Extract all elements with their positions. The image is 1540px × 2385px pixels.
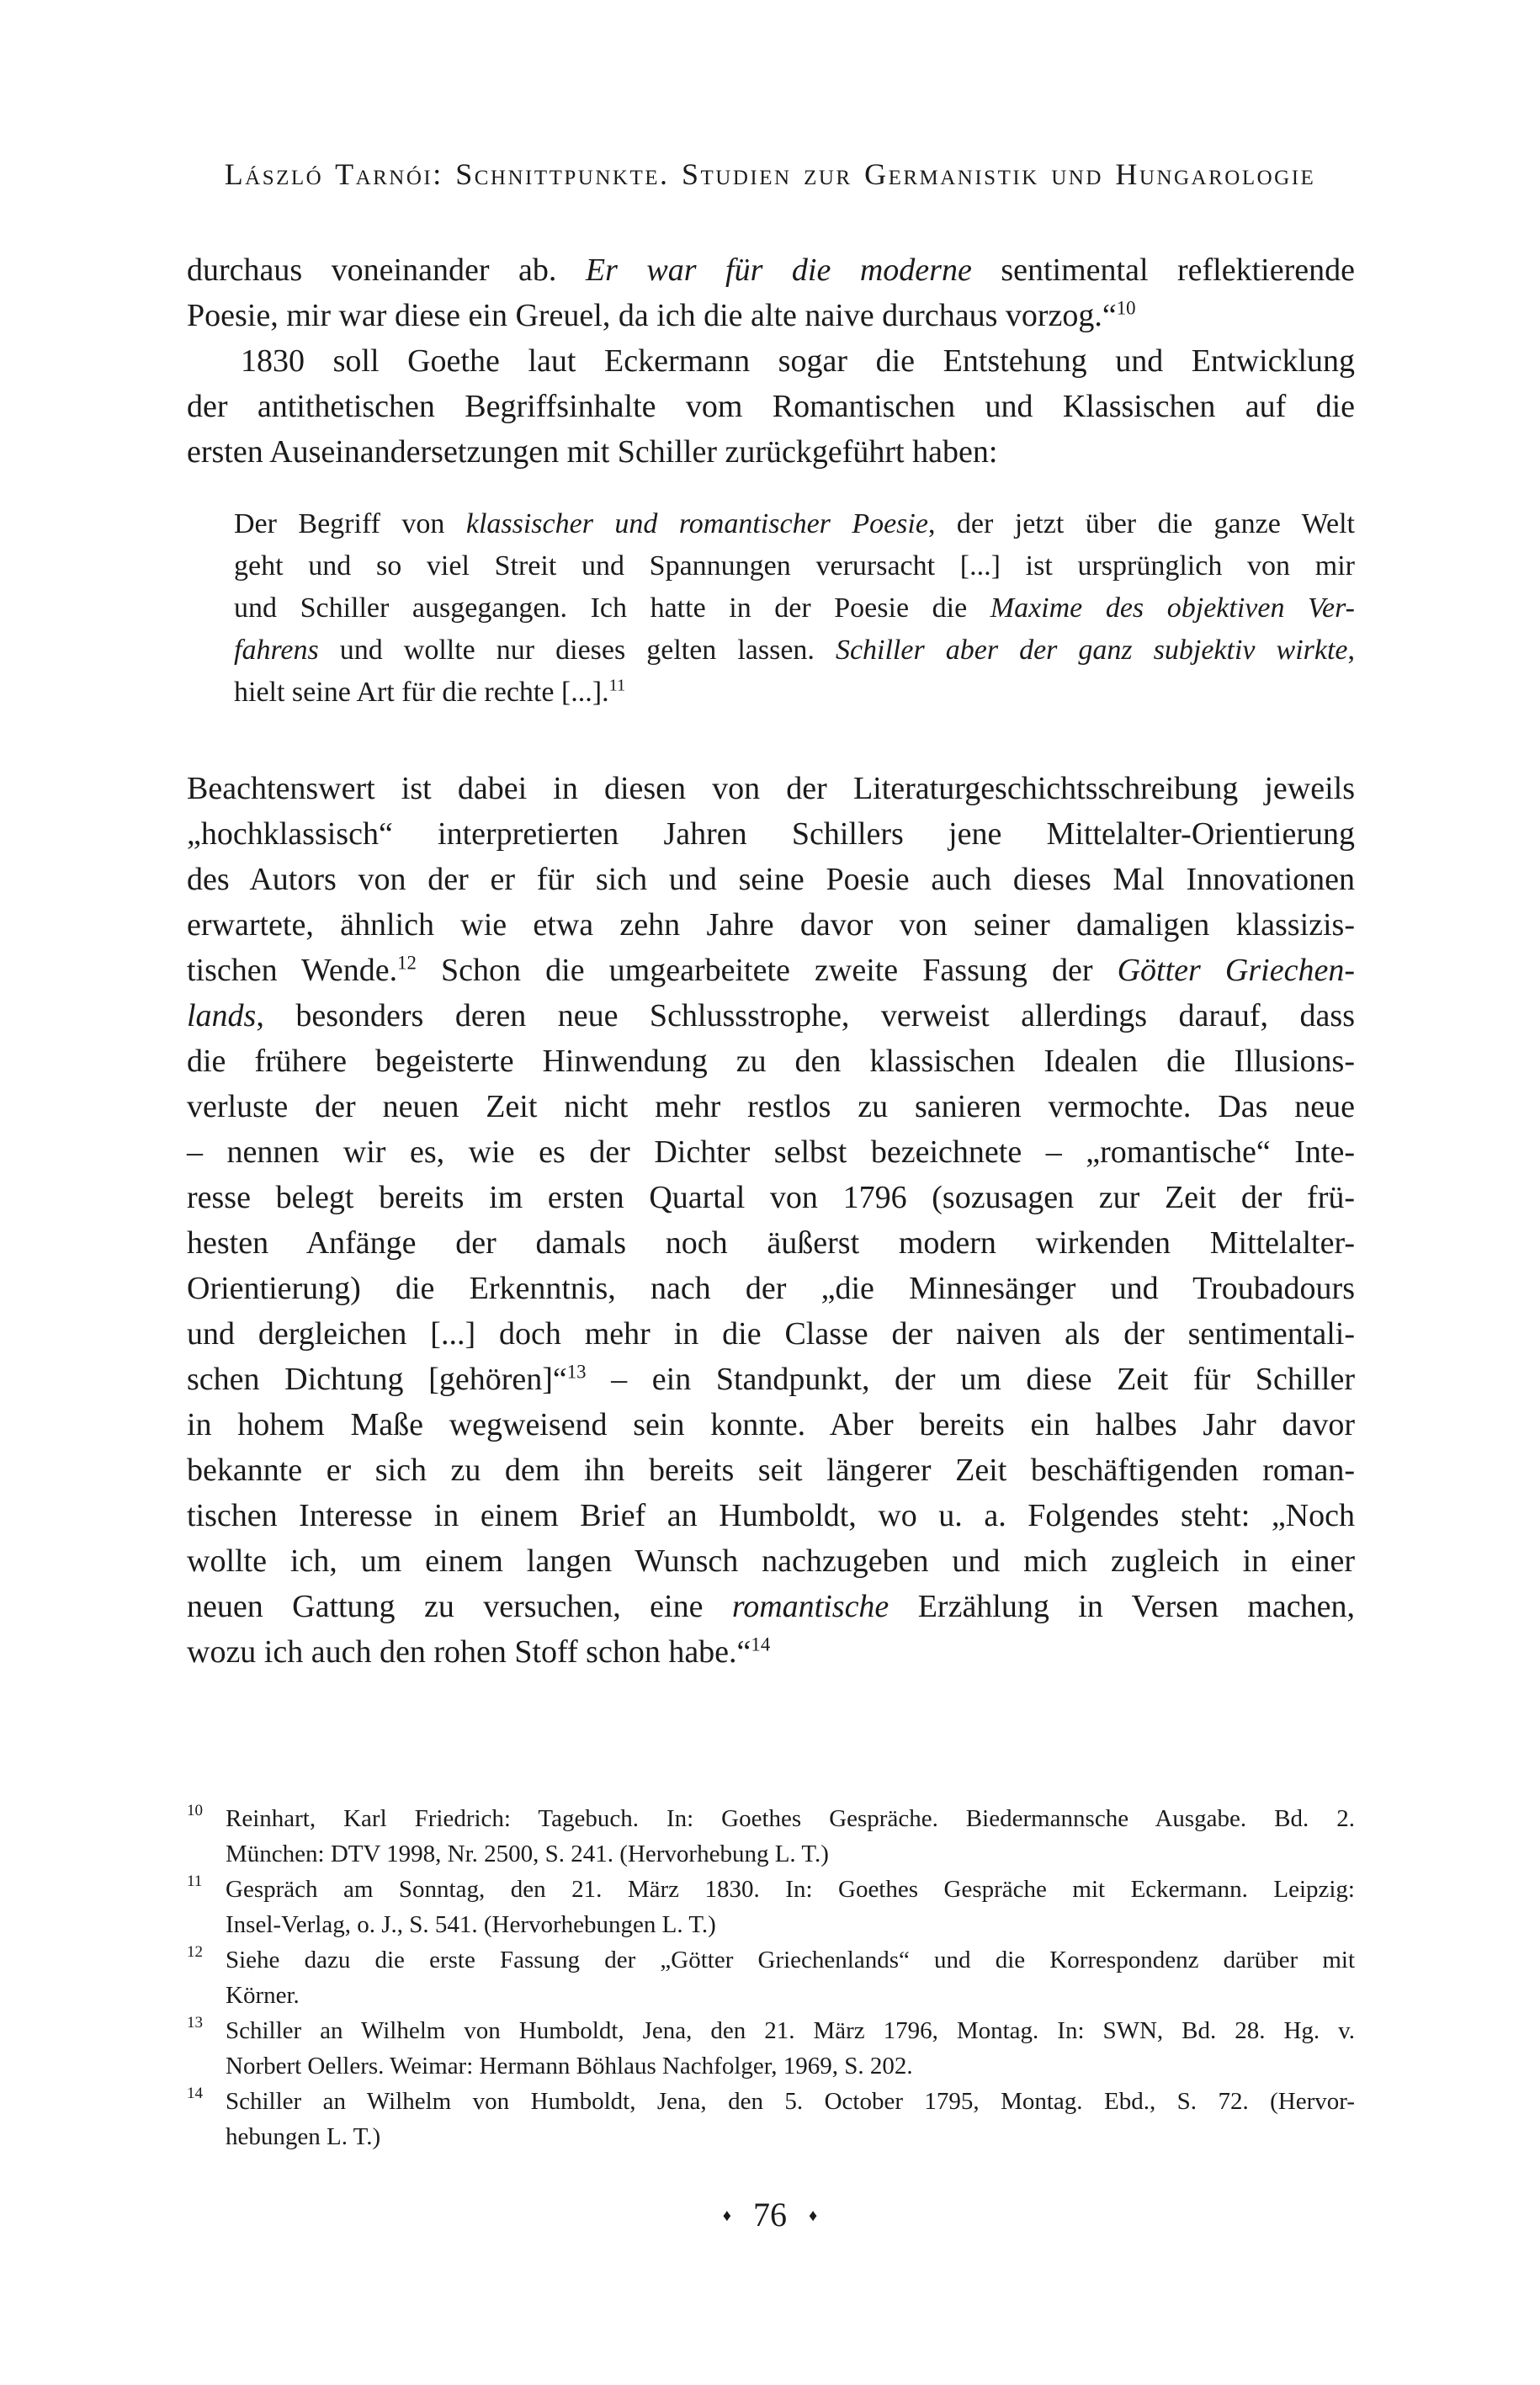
- text-line: geht und so viel Streit und Spannungen verursacht [...] ist ursprünglich von mir: [234, 550, 1355, 582]
- text-line: „hochklassisch“ interpretierten Jahren Schillers jene Mittelalter-Orientierung: [187, 816, 1355, 852]
- text-line: 1830 soll Goethe laut Eckermann sogar die Entstehung und Entwicklung: [241, 343, 1355, 379]
- text-line: Schiller an Wilhelm von Humboldt, Jena, den 21. März 1796, Montag. In: SWN, Bd. 28. Hg. v.: [226, 2017, 1355, 2044]
- text-line: Reinhart, Karl Friedrich: Tagebuch. In: Goethes Gespräche. Biedermannsche Ausgabe. Bd. 2.: [226, 1805, 1355, 1832]
- footnote-ref: 14: [751, 1633, 771, 1655]
- text-line: ersten Auseinandersetzungen mit Schiller zurückgeführt haben:: [187, 434, 998, 470]
- text-line: neuen Gattung zu versuchen, eine romantische Erzählung in Versen machen,: [187, 1589, 1355, 1624]
- text-line: der antithetischen Begriffsinhalte vom Romantischen und Klassischen auf die: [187, 389, 1355, 424]
- text-line: Insel-Verlag, o. J., S. 541. (Hervorhebungen L. T.): [226, 1911, 716, 1938]
- footnote-ref: 13: [566, 1361, 587, 1383]
- text-line: Gespräch am Sonntag, den 21. März 1830. In: Goethes Gespräche mit Eckermann. Leipzig:: [226, 1876, 1355, 1903]
- text-line: erwartete, ähnlich wie etwa zehn Jahre davor von seiner damaligen klassizis-: [187, 907, 1355, 943]
- text-line: Der Begriff von klassischer und romantischer Poesie, der jetzt über die ganze Welt: [234, 508, 1355, 539]
- text-line: lands, besonders deren neue Schlussstrophe, verweist allerdings darauf, dass: [187, 998, 1355, 1033]
- footnote-ref: 12: [397, 952, 417, 974]
- paragraph: [187, 247, 1355, 338]
- paragraph: [187, 338, 1355, 475]
- text-line: in hohem Maße wegweisend sein konnte. Aber bereits ein halbes Jahr davor: [187, 1407, 1355, 1442]
- text-line: tischen Wende.$^{12}$ Schon die umgearbeitete zweite Fassung der Götter Griechen-: [187, 952, 1355, 988]
- text-line: Siehe dazu die erste Fassung der „Götter Griechenlands“ und die Korrespondenz darüber mit: [226, 1947, 1355, 1973]
- text-line: die frühere begeisterte Hinwendung zu den klassischen Idealen die Illusions-: [187, 1044, 1355, 1079]
- text-line: resse belegt bereits im ersten Quartal von 1796 (sozusagen zur Zeit der frü-: [187, 1180, 1355, 1215]
- text-line: und Schiller ausgegangen. Ich hatte in der Poesie die Maxime des objektiven Ver-: [234, 592, 1355, 624]
- text-line: hesten Anfänge der damals noch äußerst modern wirkenden Mittelalter-: [187, 1225, 1355, 1261]
- text-line: des Autors von der er für sich und seine Poesie auch dieses Mal Innovationen: [187, 862, 1355, 897]
- diamond-icon: ♦: [809, 2207, 818, 2225]
- text-line: Orientierung) die Erkenntnis, nach der „die Minnesänger und Troubadours: [187, 1271, 1355, 1306]
- footnote-number: 12: [187, 1943, 203, 1961]
- text-line: – nennen wir es, wie es der Dichter selbst bezeichnete – „romantische“ Inte-: [187, 1134, 1355, 1170]
- text-line: wozu ich auch den rohen Stoff schon habe.“$^{14}$: [187, 1633, 771, 1670]
- paragraph: [187, 766, 1355, 1675]
- footnote: [187, 1872, 1355, 1942]
- text-line: Körner.: [226, 1982, 300, 2009]
- page-number-row: [0, 2195, 1540, 2236]
- text-line: schen Dichtung [gehören]“$^{13}$ – ein Standpunkt, der um diese Zeit für Schiller: [187, 1361, 1355, 1397]
- footnote-number: 11: [187, 1872, 203, 1890]
- text-line: und dergleichen [...] doch mehr in die Classe der naiven als der sentimentali-: [187, 1316, 1355, 1352]
- text-line: verluste der neuen Zeit nicht mehr restlos zu sanieren vermochte. Das neue: [187, 1089, 1355, 1124]
- footnote-ref: 11: [608, 676, 626, 695]
- footnote: [187, 2084, 1355, 2154]
- text-line: Schiller an Wilhelm von Humboldt, Jena, den 5. October 1795, Montag. Ebd., S. 72. (Hervor-: [226, 2088, 1355, 2115]
- text-line: tischen Interesse in einem Brief an Humboldt, wo u. a. Folgendes steht: „Noch: [187, 1498, 1355, 1533]
- text-line: bekannte er sich zu dem ihn bereits seit längerer Zeit beschäftigenden roman-: [187, 1453, 1355, 1488]
- footnote: [187, 2013, 1355, 2084]
- footnote-ref: 10: [1116, 297, 1136, 319]
- diamond-icon: ♦: [722, 2207, 731, 2225]
- footnote-number: 13: [187, 2014, 203, 2032]
- text-line: wollte ich, um einem langen Wunsch nachzugeben und mich zugleich in einer: [187, 1543, 1355, 1579]
- text-column: [187, 247, 1355, 1675]
- text-line: Poesie, mir war diese ein Greuel, da ich die alte naive durchaus vorzog.“$^{10}$: [187, 297, 1136, 333]
- page-number: 76: [753, 2196, 787, 2234]
- footnote: [187, 1801, 1355, 1872]
- text-line: durchaus voneinander ab. Er war für die moderne sentimental reflektierende: [187, 252, 1355, 288]
- running-header: László Tarnói: Schnittpunkte. Studien zur Germanistik und Hungarologie: [224, 157, 1316, 191]
- text-line: hebungen L. T.): [226, 2123, 381, 2150]
- footnote-number: 10: [187, 1802, 203, 1819]
- text-line: München: DTV 1998, Nr. 2500, S. 241. (Hervorhebung L. T.): [226, 1841, 829, 1867]
- footnote: [187, 1942, 1355, 2013]
- text-line: hielt seine Art für die rechte [...].$^{11}$: [234, 676, 626, 708]
- block-quote: [187, 503, 1355, 714]
- text-line: fahrens und wollte nur dieses gelten lassen. Schiller aber der ganz subjektiv wirkte,: [234, 635, 1355, 666]
- text-line: Beachtenswert ist dabei in diesen von der Literaturgeschichtsschreibung jeweils: [187, 771, 1355, 806]
- text-line: Norbert Oellers. Weimar: Hermann Böhlaus Nachfolger, 1969, S. 202.: [226, 2053, 913, 2080]
- footnote-number: 14: [187, 2085, 203, 2102]
- footnotes-section: [187, 1801, 1355, 2154]
